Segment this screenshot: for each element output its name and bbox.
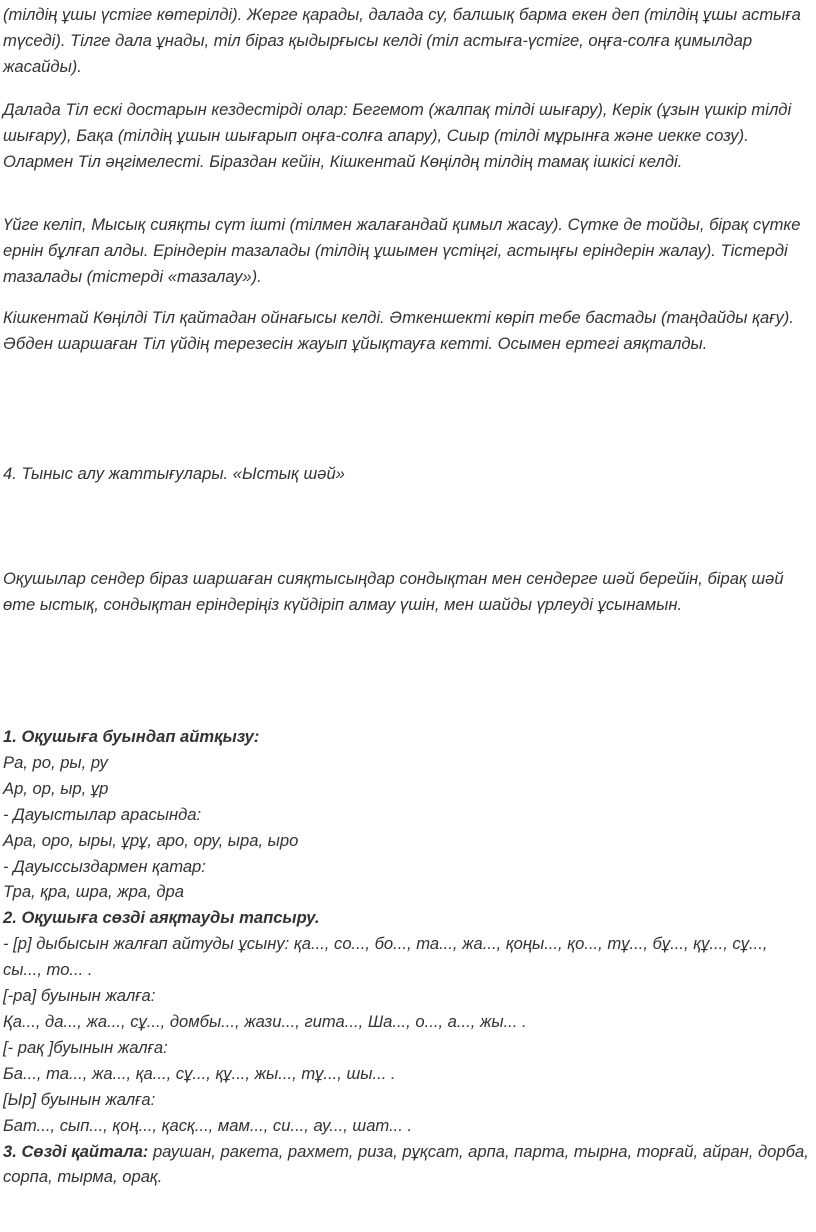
section-heading: 4. Тыныс алу жаттығулары. «Ыстық шәй» <box>3 464 345 483</box>
intro-paragraph: Оқушылар сендер біраз шаршаған сияқтысыңдар сондықтан мен сендерге шәй берейін, бірақ шәй өте ыстық, сондықтан еріндеріңіз күйдіріп алмау үшін, мен шайды үрлеуді ұсынамын. <box>3 569 784 614</box>
exercises-block <box>3 724 811 1190</box>
exercise1-title: 1. Оқушыға буындап айтқызу: <box>3 727 260 746</box>
story-paragraph-2: Далада Тіл ескі достарын кездестірді олар: Бегемот (жалпақ тілді шығару), Керік (ұзын үшкір тілді шығару), Бақа (тілдің ұшын шығарып оңға-солға апару), Сиыр (тілді мұрынға және иекке созу). Олармен Тіл әңгімелесті. Біраздан кейін, Кішкентай Көңілдң тілдің тамақ ішкісі келді. <box>3 100 792 171</box>
story-paragraph-3: Үйге келіп, Мысық сияқты сүт ішті (тілмен жалағандай қимыл жасау). Сүтке де тойды, бірақ сүтке ернін бұлғап алды. Еріндерін тазалады (тілдің ұшымен үстіңгі, астыңғы еріндерін жалау). Тістерді тазалады (тістерді «тазалау»). <box>3 215 801 286</box>
exercise2-line: Бат..., сып..., қоң..., қасқ..., мам..., си..., ау..., шат... . <box>3 1115 413 1135</box>
exercise2-title: 2. Оқушыға сөзді аяқтауды тапсыру. <box>3 908 320 928</box>
exercise2-intro: - [р] дыбысын жалғап айтуды ұсыну: қа..., со..., бо..., та..., жа..., қоңы..., қо..., тұ..., бұ..., құ..., сұ..., сы..., то... . <box>3 934 768 980</box>
exercise1-line: Ра, ро, ры, ру <box>3 752 108 772</box>
story-paragraph-4: Кішкентай Көңілді Тіл қайтадан ойнағысы келді. Әткеншекті көріп тебе бастады (таңдайды қағу). Әбден шаршаған Тіл үйдің терезесін жауып ұйықтауға кетті. Осымен ертегі аяқталды. <box>3 308 794 353</box>
exercise3-title: 3. Сөзді қайтала: <box>3 1141 149 1161</box>
exercise2-line: [- рақ ]буынын жалға: <box>3 1037 168 1057</box>
exercise1-line: Ара, оро, ыры, ұрұ, аро, ору, ыра, ыро <box>3 830 299 850</box>
exercise2-line: Ба..., та..., жа..., қа..., сұ..., құ..., жы..., тұ..., шы... . <box>3 1063 396 1083</box>
exercise2-line: [Ыр] буынын жалға: <box>3 1089 156 1109</box>
story-paragraph-1: (тілдің ұшы үстіге көтерілді). Жерге қарады, далада су, балшық барма екен деп (тілдің ұшы астыға түседі). Тілге дала ұнады, тіл біраз қыдырғысы келді (тіл астыға-үстіге, оңға-солға қимылдар жасайды). <box>3 5 801 76</box>
exercise1-line: - Дауыстылар арасында: <box>3 804 202 824</box>
exercise1-line: Тра, қра, шра, жра, дра <box>3 882 184 902</box>
exercise2-line: [-ра] буынын жалға: <box>3 986 156 1006</box>
exercise1-line: - Дауыссыздармен қатар: <box>3 856 206 876</box>
exercise3-text: раушан, ракета, рахмет, риза, рұқсат, арпа, парта, тырна, торғай, айран, дорба, сорпа, тырма, орақ. <box>3 1141 809 1187</box>
exercise1-line: Ар, ор, ыр, ұр <box>3 778 109 798</box>
exercise3 <box>3 1139 811 1191</box>
exercise2-line: Қа..., да..., жа..., сұ..., домбы..., жази..., гита..., Ша..., о..., а..., жы... . <box>3 1011 527 1031</box>
